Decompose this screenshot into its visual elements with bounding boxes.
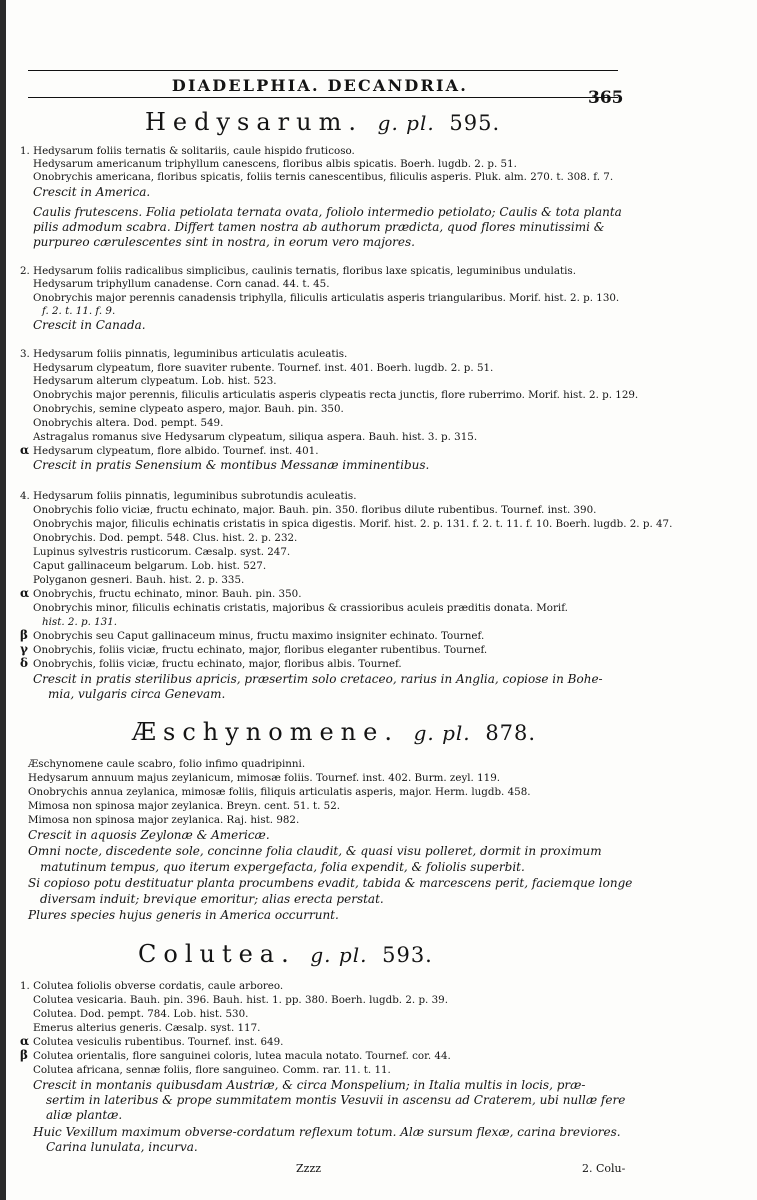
synonym: Hedysarum americanum triphyllum canescens, floribus albis spicatis. Boerh. lugdb. 2. p. 51. xyxy=(33,158,517,170)
page-binding-edge xyxy=(0,0,6,1200)
description: Caulis frutescens. Folia petiolata ternata ovata, foliolo intermedio petiolato; Caulis & tota planta xyxy=(33,205,622,219)
synonym: Colutea. Dod. pempt. 784. Lob. hist. 530. xyxy=(33,1008,249,1020)
species-3-diagnosis: 3. Hedysarum foliis pinnatis, leguminibus articulatis aculeatis. xyxy=(20,348,348,360)
variety-marker-beta: β xyxy=(20,1048,28,1062)
description: pilis admodum scabra. Differt tamen nostra ab authorum prædicta, quod flores minutissimi & xyxy=(33,220,605,234)
synonym: Colutea vesicaria. Bauh. pin. 396. Bauh. hist. 1. pp. 380. Boerh. lugdb. 2. p. 39. xyxy=(33,994,448,1006)
species-1-diagnosis: 1. Colutea foliolis obverse cordatis, caule arboreo. xyxy=(20,980,284,992)
running-title: DIADELPHIA. DECANDRIA. xyxy=(171,76,469,95)
species-2-diagnosis: 2. Hedysarum foliis radicalibus simplicibus, caulinis ternatis, floribus laxe spicatis, leguminibus undulatis. xyxy=(20,265,576,277)
synonym: Onobrychis annua zeylanica, mimosæ foliis, filiquis articulatis asperis, major. Herm. lugdb. 458. xyxy=(28,786,531,798)
variety: Colutea vesiculis rubentibus. Tournef. inst. 649. xyxy=(33,1036,284,1048)
description: Huic Vexillum maximum obverse-cordatum reflexum totum. Alæ sursum flexæ, carina breviores. xyxy=(33,1125,621,1139)
synonym: Hedysarum alterum clypeatum. Lob. hist. 523. xyxy=(33,375,277,387)
synonym: Astragalus romanus sive Hedysarum clypeatum, siliqua aspera. Bauh. hist. 3. p. 315. xyxy=(33,431,478,443)
synonym: Onobrychis minor, filiculis echinatis cristatis, majoribus & crassioribus aculeis præditis donata. Morif. xyxy=(33,602,568,614)
species-1-diagnosis: 1. Hedysarum foliis ternatis & solitariis, caule hispido fruticoso. xyxy=(20,145,355,157)
genus-reference: g. pl. xyxy=(377,111,435,135)
habitat-continuation: aliæ plantæ. xyxy=(46,1108,123,1122)
variety-marker-beta: β xyxy=(20,628,28,642)
variety: Colutea orientalis, flore sanguinei coloris, lutea macula notato. Tournef. cor. 44. xyxy=(33,1050,451,1062)
synonym: Emerus alterius generis. Cæsalp. syst. 117. xyxy=(33,1022,261,1034)
synonym: Mimosa non spinosa major zeylanica. Breyn. cent. 51. t. 52. xyxy=(28,800,341,812)
variety-marker-alpha: α xyxy=(20,586,30,600)
habitat: Crescit in pratis sterilibus apricis, præsertim solo cretaceo, rarius in Anglia, copiose in Bohe- xyxy=(33,672,603,686)
habitat: Crescit in Canada. xyxy=(33,318,146,332)
header-rule xyxy=(28,97,618,98)
variety: Onobrychis seu Caput gallinaceum minus, fructu maximo insigniter echinato. Tournef. xyxy=(33,630,485,642)
genus-reference: g. pl. xyxy=(310,943,368,967)
habitat: Crescit in aquosis Zeylonæ & Americæ. xyxy=(28,828,270,842)
genus-heading-aeschynomene xyxy=(132,718,536,746)
description: Si copioso potu destituatur planta procumbens evadit, tabida & marcescens perit, faciemque longe xyxy=(28,876,633,890)
synonym: Caput gallinaceum belgarum. Lob. hist. 527. xyxy=(33,560,267,572)
species-diagnosis: Æschynomene caule scabro, folio infimo quadripinni. xyxy=(28,758,306,770)
genus-number: 878. xyxy=(485,721,537,745)
variety: Onobrychis, foliis viciæ, fructu echinato, major, floribus albis. Tournef. xyxy=(33,658,402,670)
variety: Onobrychis, fructu echinato, minor. Bauh. pin. 350. xyxy=(33,588,302,600)
variety: Onobrychis, foliis viciæ, fructu echinato, major, floribus eleganter rubentibus. Tournef. xyxy=(33,644,488,656)
synonym: Mimosa non spinosa major zeylanica. Raj. hist. 982. xyxy=(28,814,300,826)
synonym: Lupinus sylvestris rusticorum. Cæsalp. syst. 247. xyxy=(33,546,291,558)
habitat: Crescit in pratis Senensium & montibus Messanæ imminentibus. xyxy=(33,458,430,472)
catchword: 2. Colu- xyxy=(582,1162,626,1175)
genus-reference: g. pl. xyxy=(413,721,471,745)
species-4-diagnosis: 4. Hedysarum foliis pinnatis, leguminibus subrotundis aculeatis. xyxy=(20,490,357,502)
habitat: Crescit in montanis quibusdam Austriæ, & circa Monspelium; in Italia multis in locis, præ- xyxy=(33,1078,586,1092)
synonym: Hedysarum triphyllum canadense. Corn canad. 44. t. 45. xyxy=(33,278,330,290)
synonym: Colutea africana, sennæ foliis, flore sanguineo. Comm. rar. 11. t. 11. xyxy=(33,1064,391,1076)
genus-name: Colutea. xyxy=(138,940,296,968)
genus-heading-hedysarum xyxy=(145,108,500,136)
synonym: Hedysarum clypeatum, flore suaviter rubente. Tournef. inst. 401. Boerh. lugdb. 2. p. 51. xyxy=(33,362,494,374)
genus-number: 595. xyxy=(449,111,501,135)
variety-marker-gamma: γ xyxy=(20,642,28,656)
genus-heading-colutea xyxy=(138,940,433,968)
synonym: Onobrychis major, filiculis echinatis cristatis in spica digestis. Morif. hist. 2. p. 131. f. 2. t. 11. f. 10. Boerh. lugdb. 2. p. 47. xyxy=(33,518,673,530)
habitat-continuation: sertim in lateribus & prope summitatem montis Vesuvii in ascensu ad Craterem, ubi nullæ fere xyxy=(46,1093,626,1107)
variety-marker-delta: δ xyxy=(20,656,29,670)
description: Omni nocte, discedente sole, concinne folia claudit, & quasi visu polleret, dormit in proximum xyxy=(28,844,602,858)
genus-name: Æschynomene. xyxy=(132,718,399,746)
description: diversam induit; brevique emoritur; alias erecta perstat. xyxy=(40,892,384,906)
description: Carina lunulata, incurva. xyxy=(46,1140,198,1154)
synonym: Onobrychis folio viciæ, fructu echinato, major. Bauh. pin. 350. floribus dilute rubentibus. Tournef. inst. 390. xyxy=(33,504,597,516)
variety: Hedysarum clypeatum, flore albido. Tournef. inst. 401. xyxy=(33,445,319,457)
signature-mark: Zzzz xyxy=(296,1162,322,1175)
synonym-continuation: hist. 2. p. 131. xyxy=(42,616,118,628)
synonym: Onobrychis americana, floribus spicatis, foliis ternis canescentibus, filiculis asperis. Pluk. alm. 270. t. 308. f. 7. xyxy=(33,171,614,183)
genus-name: Hedysarum. xyxy=(145,108,363,136)
page-number: 365 xyxy=(588,88,624,108)
synonym: Onobrychis, semine clypeato aspero, major. Bauh. pin. 350. xyxy=(33,403,344,415)
synonym: Onobrychis altera. Dod. pempt. 549. xyxy=(33,417,224,429)
synonym: Onobrychis major perennis, filiculis articulatis asperis clypeatis recta junctis, flore ruberrimo. Morif. hist. 2. p. 129. xyxy=(33,389,639,401)
habitat-continuation: mia, vulgaris circa Genevam. xyxy=(48,687,226,701)
variety-marker-alpha: α xyxy=(20,1034,30,1048)
habitat: Crescit in America. xyxy=(33,185,151,199)
synonym-continuation: f. 2. t. 11. f. 9. xyxy=(42,305,116,317)
synonym: Hedysarum annuum majus zeylanicum, mimosæ foliis. Tournef. inst. 402. Burm. zeyl. 119. xyxy=(28,772,501,784)
description: matutinum tempus, quo iterum expergefacta, folia expendit, & foliolis superbit. xyxy=(40,860,525,874)
synonym: Onobrychis major perennis canadensis triphylla, filiculis articulatis asperis triangularibus. Morif. hist. 2. p. 130. xyxy=(33,292,620,304)
top-rule xyxy=(28,70,618,71)
synonym: Onobrychis. Dod. pempt. 548. Clus. hist. 2. p. 232. xyxy=(33,532,298,544)
synonym: Polyganon gesneri. Bauh. hist. 2. p. 335. xyxy=(33,574,245,586)
genus-number: 593. xyxy=(382,943,433,967)
description: Plures species hujus generis in America occurrunt. xyxy=(28,908,339,922)
description: purpureo cærulescentes sint in nostra, in eorum vero majores. xyxy=(33,235,415,249)
variety-marker-alpha: α xyxy=(20,443,30,457)
